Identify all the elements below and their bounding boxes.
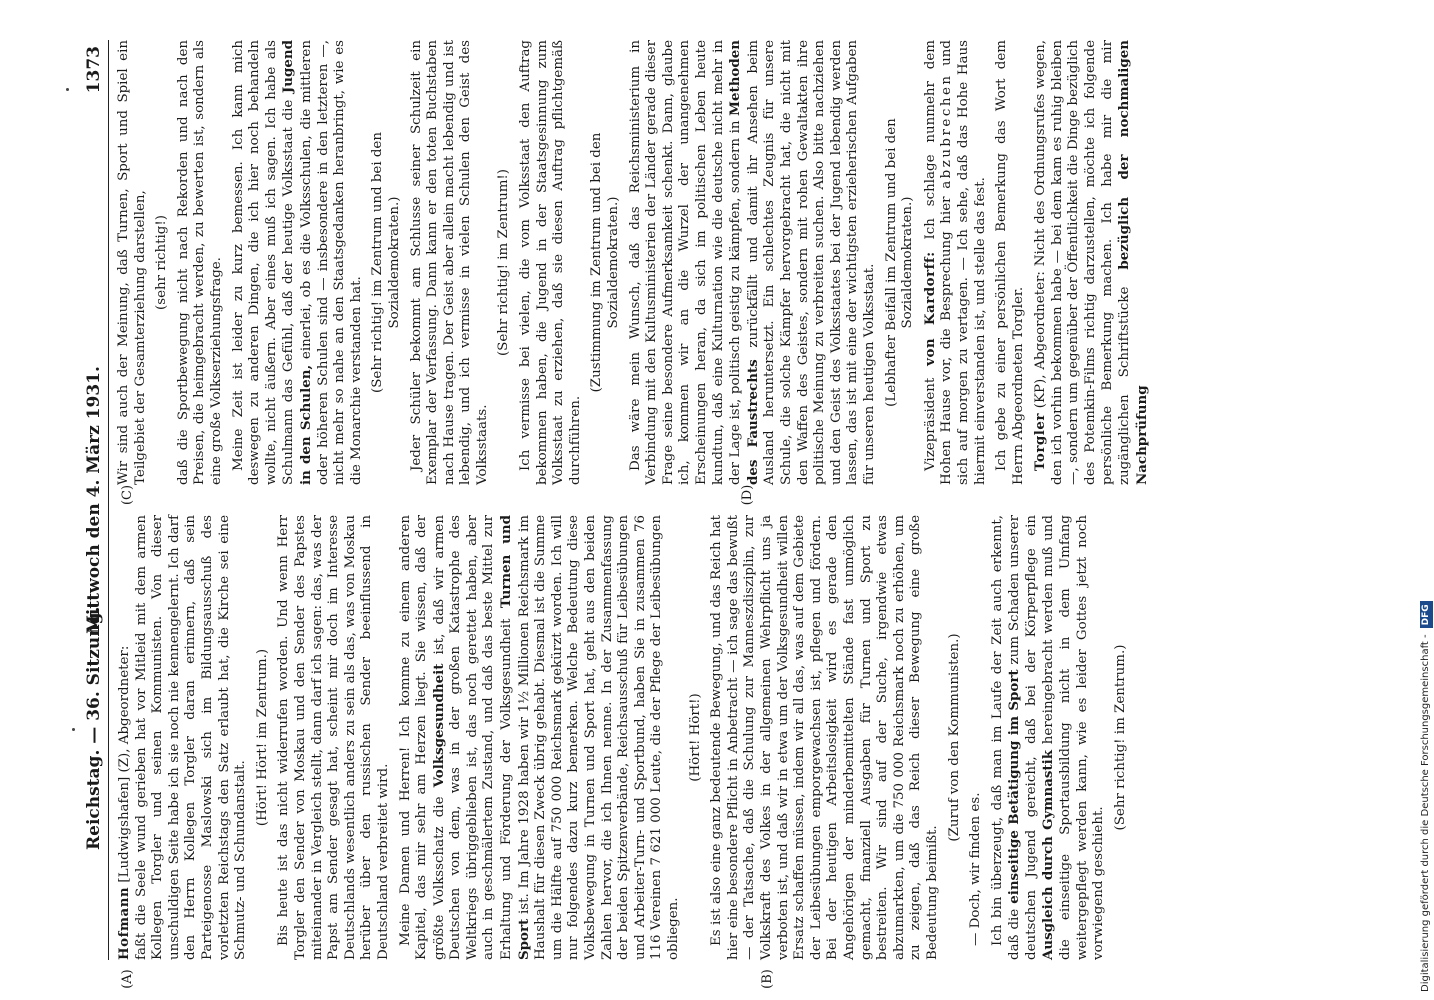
paragraph: Vizepräsident von Kardorff: Ich schlage nunmehr dem Hohen Hause vor, die Besprechung hier abzubrechen und sich auf morgen zu vertagen. — Ich sehe, daß das Hohe Haus hiermit einverstanden ist, und stelle das fest. xyxy=(921,40,988,485)
header-session: Reichstag. — 36. Sitzung. xyxy=(84,606,104,850)
speaker-name: von Kardorff: xyxy=(921,251,938,366)
interjection: (Zuruf von den Kommunisten.) xyxy=(946,633,962,842)
speaker-name: Hofmann xyxy=(116,886,132,960)
paragraph: Jeder Schüler bekommt am Schlusse seiner Schulzeit ein Exemplar der Verfassung. Dann kann er den toten Buchstaben nach Hause tragen. Der Geist aber allein macht lebendig und ist lebendig, und ich vermisse in vielen Schulen den Geist des Volksstaats. xyxy=(408,40,490,485)
paragraph: Bis heute ist das nicht widerrufen worden. Und wenn Herr Torgler den Sender von Moskau und den Sender des Papstes miteinander in Vergleich stellt, dann darf ich sagen: das, was der Papst am Sender gesagt hat, scheint mir doch im Interesse Deutschlands wesentlich anders zu sein als das, was von Moskau herüber über den russischen Sender beeinflussend in Deutschland verbreitet wird. xyxy=(276,515,391,960)
paragraph: Meine Damen und Herren! Ich komme zu einem anderen Kapitel, das mir sehr am Herzen liegt. Sie wissen, daß der größte Volksschatz die Volksgesundheit ist, daß wir armen Deutschen von dem, was in der großen Katastrophe des Weltkriegs übriggeblieben ist, das noch gerettet haben, aber auch in geschmälertem Zustand, und daß das beste Mittel zur Erhaltung und Förderung der Volksgesundheit Turnen und Sport ist. Im Jahre 1928 haben wir 1½ Millionen Reichsmark im Haushalt für diesen Zweck übrig gehabt. Diesmal ist die Summe um die Hälfte auf 750 000 Reichsmark gekürzt worden. Ich will nur folgendes dazu kurz bemerken. Welche Bedeutung diese Volksbewegung in Turnen und Sport hat, geht aus den beiden Zahlen hervor, die ich Ihnen nenne. In der Zusammenfassung der beiden Spitzenverbände, Reichsausschuß für Leibesübungen und Arbeiter-Turn- und Sportbund, haben Sie in zusammen 76 116 Vereinen 7 621 000 Leute, die der Pflege der Leibesübungen obliegen. xyxy=(397,515,681,960)
paragraph: Es ist also eine ganz bedeutende Bewegung, und das Reich hat hier eine besondere Pflicht in Anbetracht — ich sage das bewußt — der Tatsache, daß die Schulung zur Manneszdisziplin, zur Volkskraft des Volkes in der allgemeinen Wehrpflicht uns ja verboten ist, und daß wir in etwa um der Volksgesundheit willen Ersatz schaffen müssen, indem wir all das, was auf dem Gebiete der Leibesübungen emporgewachsen ist, pflegen und fördern. Bei der heutigen Arbeitslosigkeit wird es gerade den Angehörigen der minderbemittelten Stände fast unmöglich gemacht, finanziell Ausgaben für Turnen und Sport zu bestreiten. Wir sind auf der Suche, irgendwie etwas abzumarkten, um die 750 000 Reichsmark noch zu erhöhen, um zu zeigen, daß das Reich dieser Bewegung eine große Bedeutung beimißt. xyxy=(709,515,940,960)
running-header xyxy=(84,40,109,960)
interjection: (Zustimmung im Zentrum und bei den Sozialdemokraten.) xyxy=(589,132,622,393)
scan-speck xyxy=(72,728,75,731)
interjection: (Sehr richtig! im Zentrum.) xyxy=(1112,644,1128,831)
emphasis: Ausgleich durch Gymnastik xyxy=(1040,750,1057,960)
paragraph: Meine Zeit ist leider zu kurz bemessen. Ich kann mich deswegen zu anderen Dingen, die ich hier noch behandeln wollte, nicht äußern. Aber eines muß ich sagen. Ich habe als Schulmann das Gefühl, daß der heutige Volksstaat die Jugend in den Schulen, einerlei, ob es die Volksschulen, die mittleren oder höheren Schulen sind — insbesondere in den letzteren —, nicht mehr so nahe an den Staatsgedanken heranbringt, wie es die Monarchie verstanden hat. xyxy=(230,40,364,485)
paragraph: Ich gebe zu einer persönlichen Bemerkung das Wort dem Herrn Abgeordneten Torgler. xyxy=(994,40,1026,485)
emphasis: bezüglich der nochmaligen Nachprüfung xyxy=(1116,40,1150,485)
paragraph xyxy=(116,515,250,960)
paragraph: daß die Sportbewegung nicht nach Rekorden und nach den Preisen, die heimgebracht werden, zu bewerten ist, sondern als eine große Volkserziehungsfrage. xyxy=(175,40,224,485)
margin-marker-b: (B) xyxy=(760,969,775,989)
emphasis: Volksgesundheit xyxy=(430,663,447,788)
margin-marker-a: (A) xyxy=(120,969,135,989)
interjection: (sehr richtig!) xyxy=(154,215,170,310)
emphasis: Methoden des Faustrechts xyxy=(727,40,761,485)
paragraph: — Doch, wir finden es. xyxy=(968,792,984,946)
paragraph: Wir sind auch der Meinung, daß Turnen, Sport und Spiel ein Teilgebiet der Gesamterziehung darstellen, xyxy=(116,40,148,485)
emphasis: Turnen und Sport xyxy=(498,515,532,960)
margin-marker-d: (D) xyxy=(740,484,755,506)
spaced-emphasis: abzubrechen xyxy=(939,73,955,189)
paragraph: Ich vermisse bei vielen, die vom Volksstaat den Auftrag bekommen haben, die Jugend in der Staatsgesinnung zum Volksstaat zu erziehen, daß sie diesen Auftrag pflichtgemäß durchführen. xyxy=(518,40,583,485)
paragraph-text: faßt die Seele wund gerieben hat vor Mitleid mit dem armen Kollegen Torgler und seinen Kommunisten. Von dieser unschuldigen Seite habe ich sie noch nie kennengelernt. Ich darf den Herrn Kollegen Torgler daran erinnern, daß sein Parteigenosse Maslowski sich im Bildungsausschuß des vorletzten Reichstags den Satz erlaubt hat, die Kirche sei eine Schmutz- und Schundanstalt. xyxy=(133,515,249,960)
page-number: 1373 xyxy=(84,46,104,94)
digitization-credit xyxy=(1418,8,1434,992)
scan-speck xyxy=(66,88,69,91)
emphasis: einseitige Betätigung im Sport xyxy=(1006,669,1023,904)
paragraph: Das wäre mein Wunsch, daß das Reichsministerium in Verbindung mit den Kultusministerien der Länder gerade dieser Frage seine besondere Aufmerksamkeit schenkt. Dann, glaube ich, kommen wir an die Wurzel der unangenehmen Erscheinungen heran, da sich im politischen Leben heute kundtun, daß eine Kulturnation wie die deutsche nicht mehr in der Lage ist, politisch geistig zu kämpfen, sondern in Methoden des Faustrechts zurückfällt und damit ihr Ansehen beim Ausland heruntersetzt. Ein schlechtes Zeugnis für unsere Schule, die solche Kämpfer hervorgebracht hat, die nicht mit den Waffen des Geistes, sondern mit rohen Gewaltakten ihre politische Meinung zu verbreiten suchen. Also bitte nachziehen und den Geist des Volksstaates bei der Jugend lebendig werden lassen, das ist mit eine der wichtigsten erzieherischen Aufgaben für unseren heutigen Volksstaat. xyxy=(627,40,877,485)
left-column xyxy=(116,515,1134,960)
interjection: (Hört! Hört!) xyxy=(687,693,703,782)
interjection: (Sehr richtig! im Zentrum!) xyxy=(496,168,512,357)
credit-text: Digitalisierung gefördert durch die Deutsche Forschungsgemeinschaft - xyxy=(1420,634,1431,992)
speaker-party: [Ludwigshafen] (Z), Abgeordneter: xyxy=(117,645,132,883)
paragraph: Ich bin überzeugt, daß man im Laufe der Zeit auch erkennt, daß die einseitige Betätigung im Sport zum Schaden unserer deutschen Jugend gereicht, daß bei der Körperpflege ein Ausgleich durch Gymnastik hereingebracht werden muß und die einseitige Sportausbildung nicht in dem Umfang weitergepflegt werden kann, wie es leider Gottes jetzt noch vorwiegend geschieht. xyxy=(989,514,1107,960)
interjection: (Sehr richtig! im Zentrum und bei den Sozialdemokraten.) xyxy=(370,132,402,393)
right-column xyxy=(116,40,1156,485)
header-date: Mittwoch den 4. März 1931. xyxy=(84,366,104,634)
dfg-logo: DFG xyxy=(1420,601,1433,628)
document-page xyxy=(70,0,1370,1000)
interjection: (Hört! Hört! im Zentrum.) xyxy=(254,648,270,827)
speaker-name: Torgler xyxy=(1032,413,1049,471)
margin-marker-c: (C) xyxy=(120,484,135,506)
paragraph: Torgler (KP), Abgeordneter: Nicht des Ordnungsrufes wegen, den ich vorhin bekommen habe — bei dem kam es ruhig bleiben —, sondern um gegenüber der Öffentlichkeit die Dinge bezüglich des Potemkin-Films richtig darzustellen, möchte ich folgende persönliche Bemerkung machen. Ich habe mir die mir zugänglichen Schriftstücke bezüglich der nochmaligen Nachprüfung xyxy=(1032,40,1150,485)
interjection: (Lebhafter Beifall im Zentrum und bei den Sozialdemokraten.) xyxy=(883,118,916,407)
emphasis: Jugend in den Schulen, xyxy=(280,40,314,485)
